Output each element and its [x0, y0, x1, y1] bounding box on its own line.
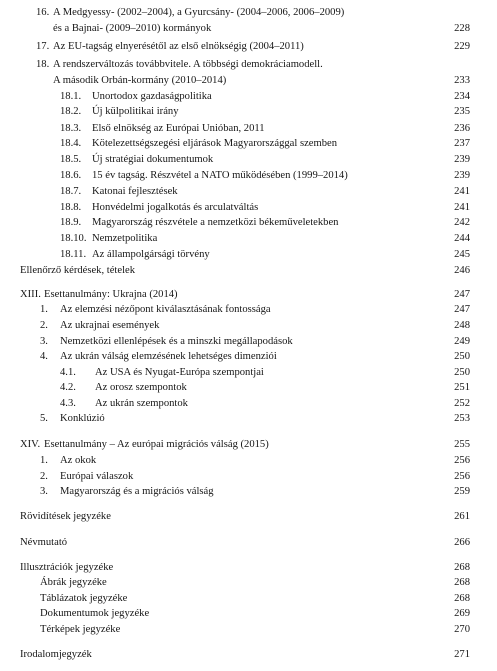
toc-entry-number: 5.	[40, 413, 48, 424]
toc-entry	[0, 22, 497, 36]
toc-entry-title: Az EU-tagság elnyerésétől az első elnökségig (2004–2011)	[53, 41, 304, 52]
toc-entry	[0, 58, 497, 72]
toc-entry-title: Táblázatok jegyzéke	[40, 593, 128, 604]
toc-entry	[0, 607, 497, 621]
toc-entry	[0, 264, 497, 278]
toc-entry-page: 252	[454, 398, 470, 409]
toc-entry-title: Esettanulmány: Ukrajna (2014)	[44, 289, 178, 300]
toc-entry-page: 244	[454, 233, 470, 244]
toc-entry-title: Névmutató	[20, 537, 68, 548]
toc-entry-page: 266	[454, 537, 470, 548]
toc-entry-number: 3.	[40, 336, 48, 347]
toc-entry-page: 248	[454, 320, 470, 331]
toc-entry-page: 255	[454, 439, 470, 450]
toc-entry	[0, 90, 497, 104]
toc-entry	[0, 470, 497, 484]
toc-entry-page: 247	[454, 289, 470, 300]
toc-entry-title: Nemzetközi ellenlépések és a minszki megállapodások	[60, 336, 293, 347]
toc-entry-page: 235	[454, 106, 470, 117]
toc-entry	[0, 216, 497, 230]
toc-entry-page: 239	[454, 154, 470, 165]
toc-entry-title: Magyarország és a migrációs válság	[60, 486, 214, 497]
toc-entry	[0, 319, 497, 333]
toc-entry-page: 239	[454, 170, 470, 181]
toc-entry	[0, 536, 497, 550]
toc-entry-title: Unortodox gazdaságpolitika	[92, 91, 212, 102]
toc-entry	[0, 648, 497, 662]
toc-entry-number: XIII.	[20, 289, 41, 300]
toc-entry-page: 236	[454, 123, 470, 134]
toc-entry	[0, 592, 497, 606]
toc-entry	[0, 454, 497, 468]
toc-entry-number: 18.4.	[60, 138, 82, 149]
toc-entry-number: 18.9.	[60, 217, 82, 228]
toc-entry	[0, 169, 497, 183]
toc-entry-number: 18.3.	[60, 123, 82, 134]
toc-entry-number: 18.8.	[60, 202, 82, 213]
toc-entry	[0, 201, 497, 215]
toc-entry-title: Dokumentumok jegyzéke	[40, 608, 150, 619]
toc-entry-page: 237	[454, 138, 470, 149]
toc-entry-title: Első elnökség az Európai Unióban, 2011	[92, 123, 265, 134]
toc-entry-number: 18.1.	[60, 91, 82, 102]
toc-entry-title: Kötelezettségszegési eljárások Magyarországgal szemben	[92, 138, 338, 149]
toc-entry-number: 1.	[40, 304, 48, 315]
toc-entry-page: 271	[454, 649, 470, 660]
toc-entry-page: 269	[454, 608, 470, 619]
toc-entry-page: 247	[454, 304, 470, 315]
toc-entry-title: Az USA és Nyugat-Európa szempontjai	[95, 367, 264, 378]
toc-entry-page: 253	[454, 413, 470, 424]
toc-entry-title: Irodalomjegyzék	[20, 649, 92, 660]
toc-entry-number: 4.2.	[60, 382, 76, 393]
toc-entry-page: 246	[454, 265, 470, 276]
toc-entry-title: Új stratégiai dokumentumok	[92, 154, 214, 165]
toc-entry-title: Katonai fejlesztések	[92, 186, 178, 197]
toc-entry-page: 234	[454, 91, 470, 102]
toc-entry-page: 233	[454, 75, 470, 86]
toc-entry-number: 17.	[36, 41, 50, 52]
toc-entry-page: 251	[454, 382, 470, 393]
toc-entry	[0, 185, 497, 199]
toc-entry	[0, 40, 497, 54]
toc-entry-number: 18.6.	[60, 170, 82, 181]
toc-entry-title: Az okok	[60, 455, 97, 466]
toc-entry-page: 268	[454, 577, 470, 588]
toc-entry	[0, 366, 497, 380]
toc-entry-title: Ábrák jegyzéke	[40, 577, 107, 588]
toc-entry-title: Konklúzió	[60, 413, 105, 424]
toc-entry-number: 2.	[40, 320, 48, 331]
toc-entry-title: és a Bajnai- (2009–2010) kormányok	[53, 23, 212, 34]
toc-entry	[0, 438, 497, 452]
toc-entry-title: Európai válaszok	[60, 471, 134, 482]
toc-entry	[0, 105, 497, 119]
toc-entry-page: 268	[454, 562, 470, 573]
toc-entry-number: 1.	[40, 455, 48, 466]
toc-entry-number: 4.3.	[60, 398, 76, 409]
toc-entry-page: 261	[454, 511, 470, 522]
toc-entry-title: Illusztrációk jegyzéke	[20, 562, 114, 573]
toc-entry-page: 229	[454, 41, 470, 52]
toc-entry-title: Az elemzési nézőpont kiválasztásának fontossága	[60, 304, 271, 315]
toc-entry	[0, 412, 497, 426]
toc-entry	[0, 232, 497, 246]
toc-entry-number: 3.	[40, 486, 48, 497]
toc-entry-page: 228	[454, 23, 470, 34]
toc-entry-title: Az állampolgársági törvény	[92, 249, 210, 260]
toc-entry-page: 241	[454, 186, 470, 197]
toc-entry	[0, 485, 497, 499]
toc-entry-page: 268	[454, 593, 470, 604]
toc-entry	[0, 397, 497, 411]
toc-entry	[0, 576, 497, 590]
toc-entry-page: 250	[454, 351, 470, 362]
toc-entry-title: Az ukrán szempontok	[95, 398, 188, 409]
toc-entry-title: Esettanulmány – Az európai migrációs válság (2015)	[44, 439, 269, 450]
toc-entry	[0, 288, 497, 302]
toc-entry-title: Új külpolitikai irány	[92, 106, 179, 117]
toc-entry-page: 242	[454, 217, 470, 228]
toc-entry-title: Honvédelmi jogalkotás és arculatváltás	[92, 202, 259, 213]
toc-entry	[0, 137, 497, 151]
toc-entry-title: Az ukrajnai események	[60, 320, 160, 331]
toc-entry	[0, 6, 497, 20]
toc-entry	[0, 350, 497, 364]
toc-entry	[0, 381, 497, 395]
toc-entry-number: 16.	[36, 7, 50, 18]
toc-entry-title: Magyarország részvétele a nemzetközi békeműveletekben	[92, 217, 339, 228]
toc-entry	[0, 335, 497, 349]
toc-entry-title: Az ukrán válság elemzésének lehetséges dimenziói	[60, 351, 277, 362]
toc-entry-number: 18.	[36, 59, 50, 70]
toc-entry-number: 4.1.	[60, 367, 76, 378]
toc-entry-title: Az orosz szempontok	[95, 382, 187, 393]
toc-entry-page: 249	[454, 336, 470, 347]
toc-entry	[0, 561, 497, 575]
toc-entry	[0, 153, 497, 167]
toc-entry	[0, 623, 497, 637]
toc-entry-page: 241	[454, 202, 470, 213]
toc-entry-page: 256	[454, 455, 470, 466]
toc-entry-page: 245	[454, 249, 470, 260]
toc-entry-title: Nemzetpolitika	[92, 233, 158, 244]
toc-entry-title: Ellenőrző kérdések, tételek	[20, 265, 136, 276]
toc-entry-title: A rendszerváltozás továbbvitele. A többségi demokráciamodell.	[53, 59, 323, 70]
toc-entry-title: Térképek jegyzéke	[40, 624, 121, 635]
toc-entry-number: 18.7.	[60, 186, 82, 197]
toc-entry	[0, 303, 497, 317]
toc-entry-number: 18.2.	[60, 106, 82, 117]
toc-entry-number: 18.5.	[60, 154, 82, 165]
toc-entry-number: 18.11.	[60, 249, 87, 260]
toc-entry-number: 2.	[40, 471, 48, 482]
toc-entry	[0, 248, 497, 262]
toc-entry-number: XIV.	[20, 439, 41, 450]
toc-entry-number: 18.10.	[60, 233, 87, 244]
toc-entry-title: A Medgyessy- (2002–2004), a Gyurcsány- (2004–2006, 2006–2009)	[53, 7, 345, 18]
toc-entry-page: 270	[454, 624, 470, 635]
toc-entry-title: Rövidítések jegyzéke	[20, 511, 111, 522]
toc-entry-page: 256	[454, 471, 470, 482]
toc-entry-number: 4.	[40, 351, 48, 362]
toc-entry	[0, 74, 497, 88]
toc-entry-page: 259	[454, 486, 470, 497]
toc-entry	[0, 510, 497, 524]
toc-entry-title: A második Orbán-kormány (2010–2014)	[53, 75, 227, 86]
toc-entry-title: 15 év tagság. Részvétel a NATO működésében (1999–2014)	[92, 170, 348, 181]
toc-entry	[0, 122, 497, 136]
toc-entry-page: 250	[454, 367, 470, 378]
